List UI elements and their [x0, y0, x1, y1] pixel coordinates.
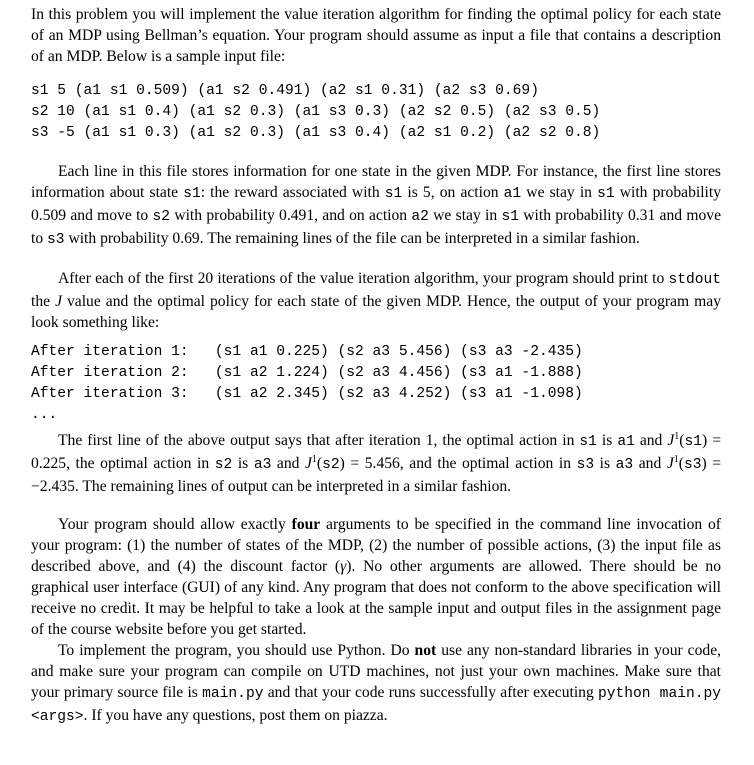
intro-paragraph: In this problem you will implement the value iteration algorithm for finding the optimal policy for each state of an MDP using Bellman’s equation. Your program should assume as input a file that contains a description of an MDP. Below is a sample input file: [31, 6, 721, 65]
arguments-paragraph: Your program should allow exactly four arguments to be specified in the command line invocation of your program: (1) the number of states of the MDP, (2) the number of possible actions, (3) the input file as described above, and (4) the discount factor (γ). No other arguments are allowed. There should be no graphical user interface (GUI) of any kind. Any program that does not conform to the above specification will receive no credit. It may be helpful to take a look at the sample input and output files in the assignment page of the course website before you get started. [31, 516, 721, 638]
output-explanation-paragraph: The first line of the above output says that after iteration 1, the optimal action in s1 is a1 and $J^1(s1) = 0.225$, the optimal action in s2 is a3 and $J^1(s2) = 5.456$, and the optimal action in s3 is a3 and $J^1(s3) = -2.435$. The remaining lines of output can be interpreted in a similar fashion. [31, 431, 722, 495]
python-requirements-paragraph: To implement the program, you should use Python. Do not use any non-standard libraries in your code, and make sure your program can compile on UTD machines, not just your own machines. Make sure that your primary source file is main.py and that your code runs successfully after executing python main.py <args>. If you have any questions, post them on piazza. [31, 642, 722, 725]
sample-output [31, 342, 721, 426]
output-ellipsis: ... [31, 407, 58, 423]
output-line: After iteration 3: (s1 a2 2.345) (s2 a3 4.252) (s3 a1 -1.098) [31, 386, 583, 402]
input-line: s3 -5 (a1 s1 0.3) (a1 s2 0.3) (a1 s3 0.4) (a2 s1 0.2) (a2 s2 0.8) [31, 125, 601, 141]
output-line: After iteration 1: (s1 a1 0.225) (s2 a3 5.456) (s3 a3 -2.435) [31, 344, 583, 360]
sample-input-file [31, 81, 721, 144]
output-line: After iteration 2: (s1 a2 1.224) (s2 a3 4.456) (s3 a1 -1.888) [31, 365, 583, 381]
input-line: s2 10 (a1 s1 0.4) (a1 s2 0.3) (a1 s3 0.3) (a2 s2 0.5) (a2 s3 0.5) [31, 104, 601, 120]
input-line: s1 5 (a1 s1 0.509) (a1 s2 0.491) (a2 s1 0.31) (a2 s3 0.69) [31, 83, 539, 99]
output-description-paragraph: After each of the first 20 iterations of the value iteration algorithm, your program should print to stdout the J value and the optimal policy for each state of the given MDP. Hence, the output of your program may look something like: [31, 270, 721, 331]
document-page [31, 4, 721, 728]
states-explanation-paragraph: Each line in this file stores information for one state in the given MDP. For instance, the first line stores information about state s1: the reward associated with s1 is 5, on action a1 we stay in s1 with probability 0.509 and move to s2 with probability 0.491, and on action a2 we stay in s1 with probability 0.31 and move to s3 with probability 0.69. The remaining lines of the file can be interpreted in a similar fashion. [31, 163, 722, 248]
